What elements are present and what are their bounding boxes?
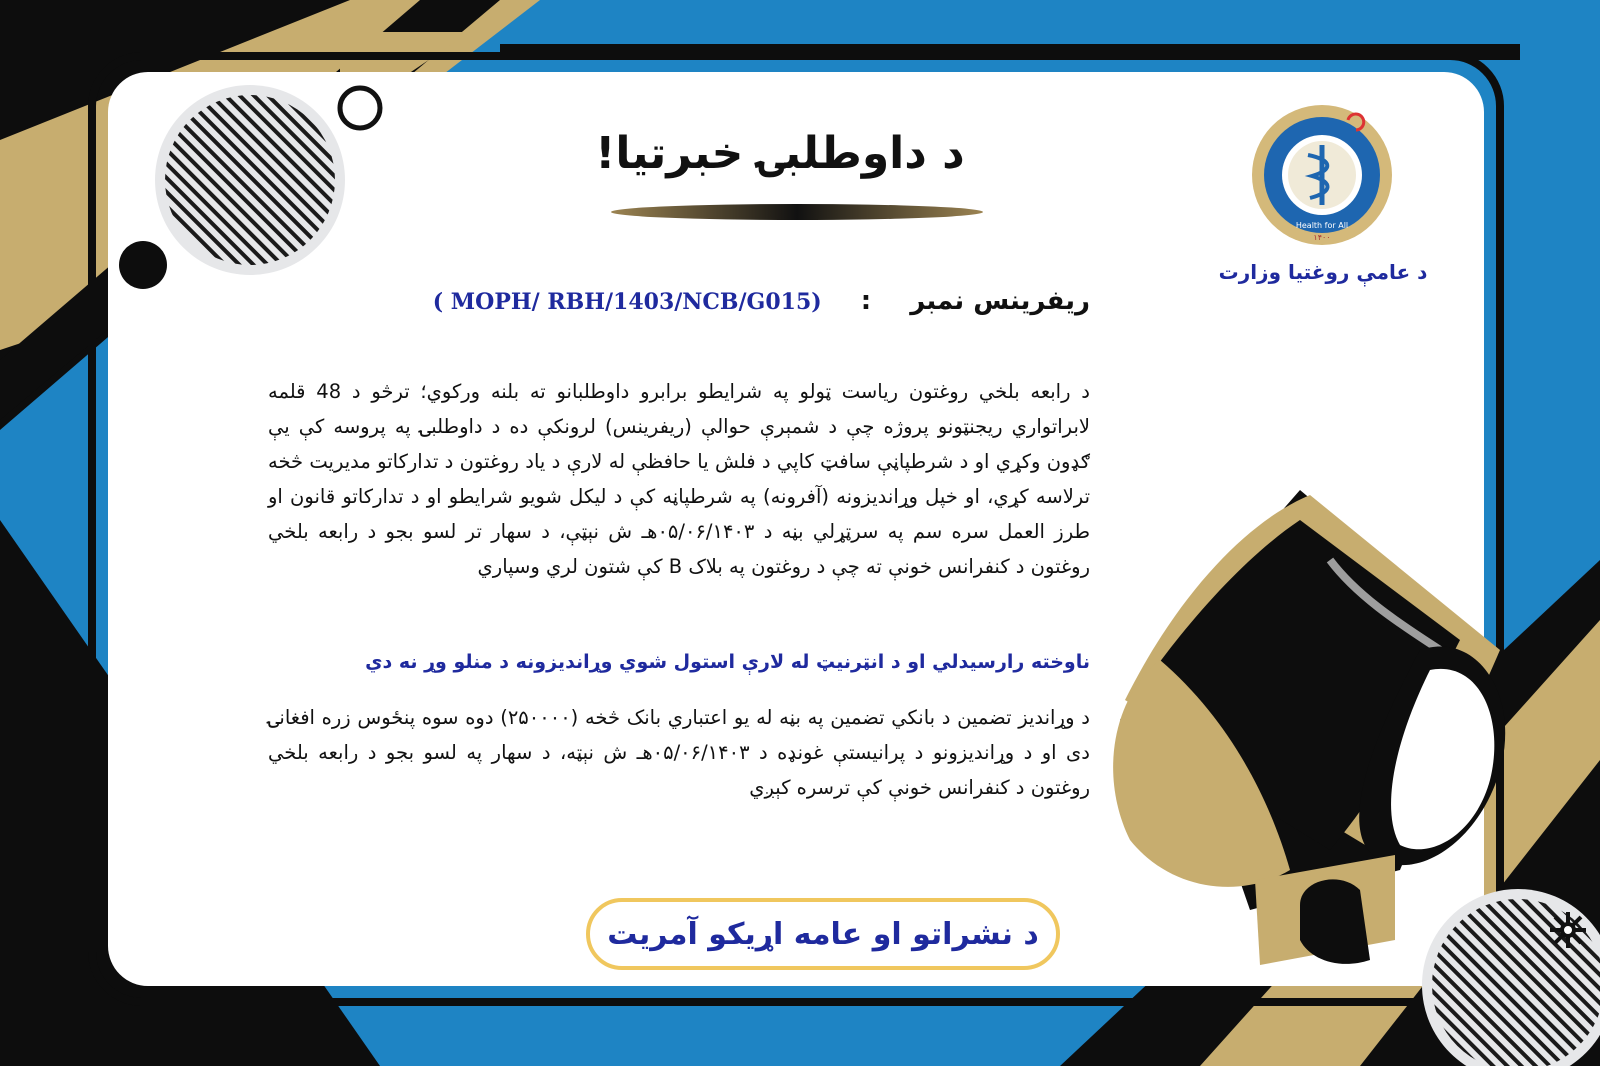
footer-department — [586, 898, 1060, 970]
announcement-paragraph-2: ناوخته رارسیدلي او د انټرنیټ له لارې استول شوي وړاندیزونه د منلو وړ نه دي — [365, 651, 1090, 673]
page-title: د داوطلبۍ خبرتیا! — [595, 128, 965, 179]
announcement-paragraph-1: د رابعه بلخي روغتون ریاست ټولو په شرایطو برابرو داوطلبانو ته بلنه ورکوي؛ ترڅو د 48 قلمه لابراتواري ریجنټونو پروژه چې د شمېرې حوالې (ریفرینس) لرونکې ده د داوطلبۍ په پروسه کې یې ګډون وکړي او د شرطپاڼې سافټ کاپي د فلش یا حافظې له لارې د یاد روغتون د تدارکاتو مدیریت څخه ترلاسه کړي، او خپل وړاندیزونه (آفرونه) په شرطپاڼه کې د لیکل شویو شرایطو او د تدارکاتو قانون او طرز العمل سره سم په سرټړلي بڼه د ۰۵/۰۶/۱۴۰۳هـ ش نېټې، د سهار تر لسو بجو د رابعه بلخي روغتون د کنفرانس خونې ته چې د روغتون په بلاک B کې شتون لري وسپاري — [268, 380, 1090, 578]
footer-text: د نشراتو او عامه اړیکو آمریت — [607, 916, 1039, 952]
logo-motto: Health for All — [1295, 221, 1349, 230]
reference-row — [432, 286, 1090, 316]
ministry-name: د عامې روغتیا وزارت — [1218, 260, 1428, 284]
ministry-emblem-icon — [1238, 100, 1406, 250]
logo-year: ۱۴۰۰ — [1313, 233, 1331, 242]
reference-code: ( MOPH/ RBH/1403/NCB/G015) — [432, 289, 822, 315]
reference-colon: : — [860, 286, 872, 316]
reference-label: ریفرینس نمبر — [910, 286, 1090, 316]
announcement-paragraph-3: د وړاندیز تضمین د بانکي تضمین په بڼه له یو اعتباري بانک څخه (۲۵۰۰۰۰) دوه سوه پنځوس زره افغانۍ دی او د وړاندیزونو د پرانیستې غونډه د ۰۵/۰۶/۱۴۰۳هـ ش نېټه، د سهار په لسو بجو د رابعه بلخي روغتون د کنفرانس خونې کې ترسره کېږي — [268, 706, 1090, 799]
